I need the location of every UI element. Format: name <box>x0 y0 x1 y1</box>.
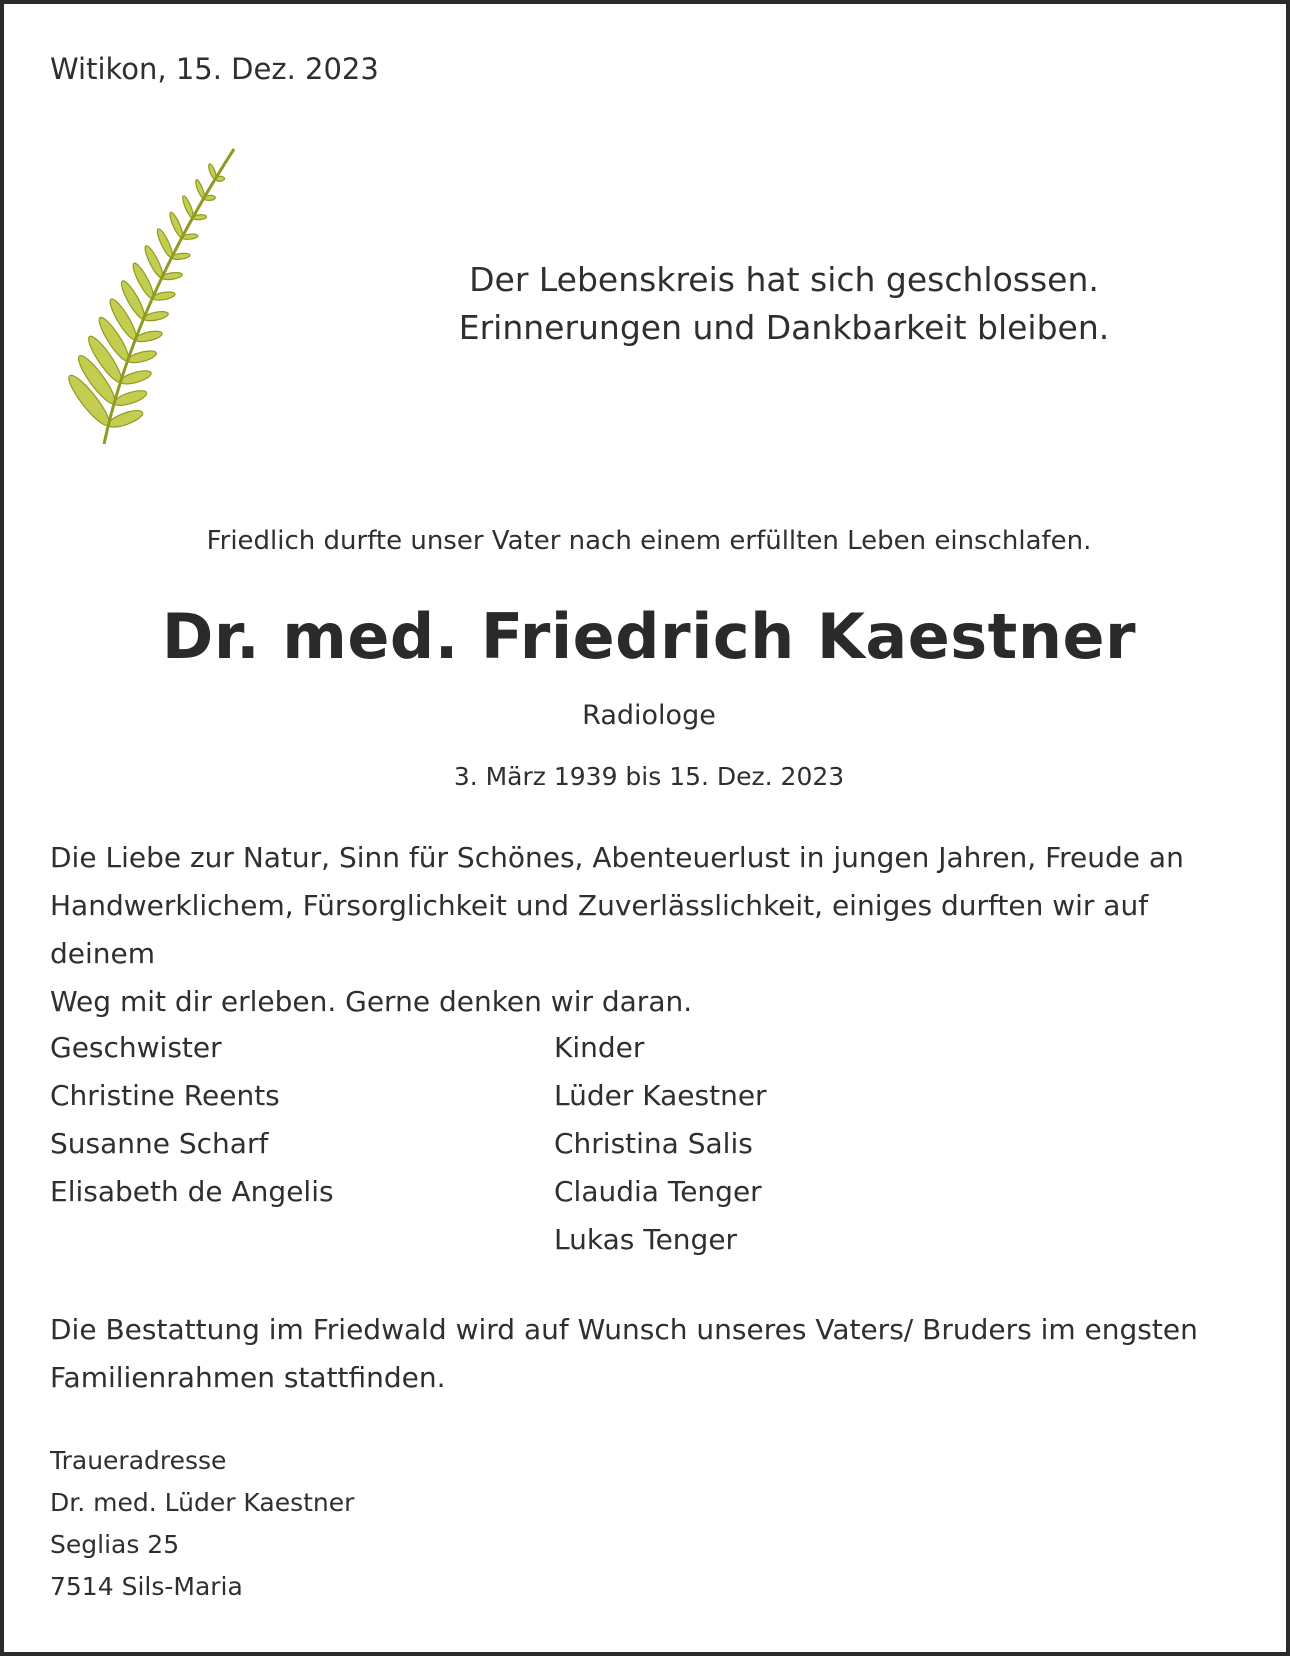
address-city: 7514 Sils-Maria <box>50 1572 243 1601</box>
child-name: Lüder Kaestner <box>554 1079 767 1112</box>
funeral-line: Die Bestattung im Friedwald wird auf Wunsch unseres Vaters/ Bruders im engsten <box>50 1313 1198 1346</box>
address-street: Seglias 25 <box>50 1530 180 1559</box>
motto <box>444 256 1124 352</box>
children-list <box>554 1024 767 1264</box>
tribute-line: Die Liebe zur Natur, Sinn für Schönes, Abenteuerlust in jungen Jahren, Freude an <box>50 841 1184 874</box>
tribute-line: Weg mit dir erleben. Gerne denken wir daran. <box>50 985 693 1018</box>
funeral-paragraph <box>50 1306 1250 1402</box>
address-heading: Traueradresse <box>50 1446 227 1475</box>
tribute-paragraph <box>50 834 1250 1026</box>
sibling-name: Susanne Scharf <box>50 1127 269 1160</box>
motto-line-2: Erinnerungen und Dankbarkeit bleiben. <box>458 308 1110 347</box>
intro-text: Friedlich durfte unser Vater nach einem erfüllten Leben einschlafen. <box>206 526 1092 556</box>
deceased-name: Dr. med. Friedrich Kaestner <box>161 600 1137 673</box>
siblings-list <box>50 1024 334 1216</box>
deceased-profession: Radiologe <box>582 700 716 731</box>
address-name: Dr. med. Lüder Kaestner <box>50 1488 355 1517</box>
place-date: Witikon, 15. Dez. 2023 <box>50 52 379 86</box>
tribute-line: Handwerklichem, Fürsorglichkeit und Zuverlässlichkeit, einiges durften wir auf deinem <box>50 889 1149 970</box>
siblings-heading: Geschwister <box>50 1031 222 1064</box>
child-name: Lukas Tenger <box>554 1223 738 1256</box>
fern-leaf-icon <box>54 144 254 469</box>
child-name: Claudia Tenger <box>554 1175 762 1208</box>
motto-line-1: Der Lebenskreis hat sich geschlossen. <box>469 260 1099 299</box>
children-heading: Kinder <box>554 1031 645 1064</box>
funeral-line: Familienrahmen stattfinden. <box>50 1361 446 1394</box>
mourning-address <box>50 1440 354 1608</box>
sibling-name: Elisabeth de Angelis <box>50 1175 334 1208</box>
sibling-name: Christine Reents <box>50 1079 280 1112</box>
child-name: Christina Salis <box>554 1127 753 1160</box>
deceased-lifespan: 3. März 1939 bis 15. Dez. 2023 <box>453 762 845 791</box>
